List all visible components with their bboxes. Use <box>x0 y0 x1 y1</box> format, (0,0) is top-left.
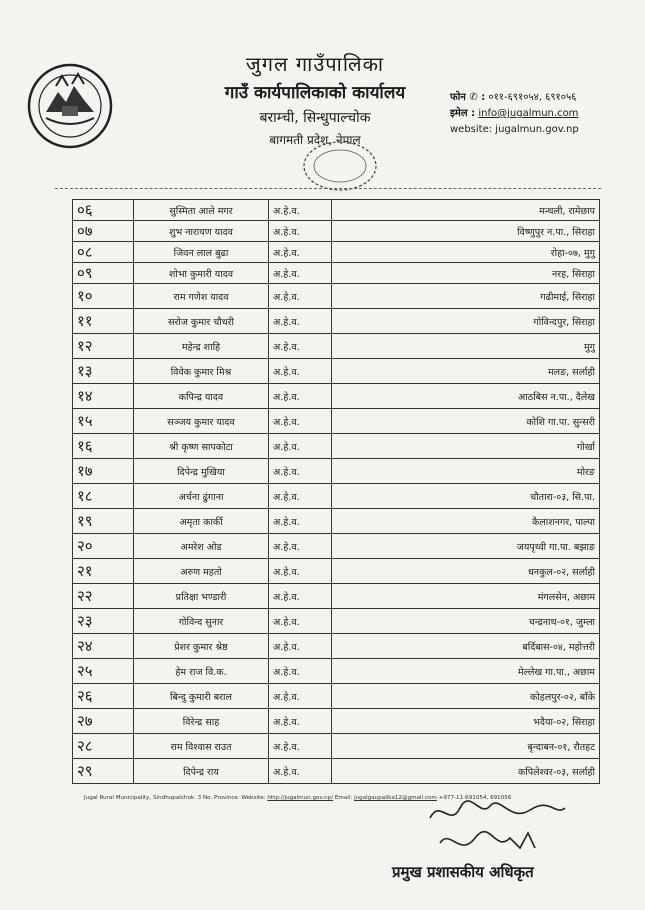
table-row <box>73 609 600 634</box>
table-row <box>73 434 600 459</box>
employee-name: गोविन्द सुनार <box>134 609 269 634</box>
row-number: २८ <box>73 734 134 759</box>
row-number: १३ <box>73 359 134 384</box>
employee-name: जिवन लाल बुढा <box>134 242 269 263</box>
employee-name: अर्चना ढुंगाना <box>134 484 269 509</box>
employee-name: हेम राज वि.क. <box>134 659 269 684</box>
email-label: इमेल : <box>450 108 476 119</box>
employee-position: अ.हे.व. <box>269 334 332 359</box>
row-number: १४ <box>73 384 134 409</box>
employee-address: कोशि गा.पा. सुन्सरी <box>332 409 600 434</box>
employee-position: अ.हे.व. <box>269 659 332 684</box>
phone-label: फोन ✆ : <box>450 92 486 103</box>
footer-text: Jugal Rural Municipality, Sindhupalchok. 3 No. Province. Website: <box>84 795 266 801</box>
employee-name: सञ्जय कुमार यादव <box>134 409 269 434</box>
footer-email-label: Email: <box>334 795 353 801</box>
table-row <box>73 584 600 609</box>
employee-address: गोविन्दपुर, सिराहा <box>332 309 600 334</box>
employee-address: विष्णुपुर न.पा., सिराहा <box>332 221 600 242</box>
employee-name: विरेन्द्र साह <box>134 709 269 734</box>
employee-name: अमृता कार्की <box>134 509 269 534</box>
employee-address: भदैया-०२, सिराहा <box>332 709 600 734</box>
employee-address: गोर्खा <box>332 434 600 459</box>
employee-address: धनकुल-०२, सर्लाही <box>332 559 600 584</box>
table-row <box>73 759 600 784</box>
row-number: २० <box>73 534 134 559</box>
row-number: ०६ <box>73 200 134 221</box>
row-number: ०७ <box>73 221 134 242</box>
employee-address: बृन्दाबन-०१, रौतहट <box>332 734 600 759</box>
employee-position: अ.हे.व. <box>269 384 332 409</box>
row-number: १७ <box>73 459 134 484</box>
phone-line <box>450 90 640 106</box>
office-location: बराम्ची, सिन्धुपाल्चोक <box>259 110 371 126</box>
employee-address: गढीमाई, सिराहा <box>332 284 600 309</box>
employee-address: कपिलेश्वर-०३, सर्लाही <box>332 759 600 784</box>
employee-position: अ.हे.व. <box>269 709 332 734</box>
employee-address: चौतारा-०३, सि.पा. <box>332 484 600 509</box>
employee-address: मंगलसेन, अछाम <box>332 584 600 609</box>
row-number: ०९ <box>73 263 134 284</box>
row-number: २६ <box>73 684 134 709</box>
contact-info <box>450 90 640 138</box>
employee-address: मलङ, सर्लाही <box>332 359 600 384</box>
row-number: २१ <box>73 559 134 584</box>
office-name: गाउँ कार्यपालिकाको कार्यालय <box>224 83 406 103</box>
employee-position: अ.हे.व. <box>269 684 332 709</box>
phone-number: ०११-६९१०५४, ६९१०५६ <box>488 92 577 103</box>
letterhead <box>150 50 480 148</box>
row-number: २३ <box>73 609 134 634</box>
employee-name: शोभा कुमारी यादव <box>134 263 269 284</box>
employee-table <box>72 199 600 784</box>
signatory-title-text: प्रमुख प्रशासकीय अधिकृत <box>392 863 534 881</box>
table-row <box>73 734 600 759</box>
table-row <box>73 459 600 484</box>
office-stamp-icon <box>300 138 380 194</box>
table-row <box>73 409 600 434</box>
row-number: १८ <box>73 484 134 509</box>
table-row <box>73 509 600 534</box>
employee-position: अ.हे.व. <box>269 459 332 484</box>
employee-position: अ.हे.व. <box>269 409 332 434</box>
table-row <box>73 659 600 684</box>
employee-position: अ.हे.व. <box>269 309 332 334</box>
employee-name: विवेक कुमार मिश्र <box>134 359 269 384</box>
signatory-title <box>392 862 534 882</box>
table-row <box>73 221 600 242</box>
table-row <box>73 284 600 309</box>
employee-name: दिपेन्द्र मुखिया <box>134 459 269 484</box>
row-number: १० <box>73 284 134 309</box>
employee-name: दिपेन्द्र राय <box>134 759 269 784</box>
employee-name: सरोज कुमार चौधरी <box>134 309 269 334</box>
employee-position: अ.हे.व. <box>269 559 332 584</box>
employee-address: कैलाशनगर, पाल्पा <box>332 509 600 534</box>
table-row <box>73 200 600 221</box>
employee-name: प्रेशर कुमार श्रेष्ठ <box>134 634 269 659</box>
row-number: २७ <box>73 709 134 734</box>
employee-name: अरुण महतो <box>134 559 269 584</box>
employee-position: अ.हे.व. <box>269 534 332 559</box>
employee-name: शुभ नारायण यादव <box>134 221 269 242</box>
handwritten-signature-icon <box>420 798 570 868</box>
row-number: २४ <box>73 634 134 659</box>
employee-name: सुस्मिता आले मगर <box>134 200 269 221</box>
employee-address: बर्दिबास-०४, महोत्तरी <box>332 634 600 659</box>
table-row <box>73 309 600 334</box>
table-row <box>73 684 600 709</box>
table-row <box>73 242 600 263</box>
row-number: १२ <box>73 334 134 359</box>
email-line <box>450 106 640 122</box>
employee-position: अ.हे.व. <box>269 434 332 459</box>
employee-name: बिन्दु कुमारी बराल <box>134 684 269 709</box>
employee-position: अ.हे.व. <box>269 359 332 384</box>
row-number: १६ <box>73 434 134 459</box>
employee-name: कपिन्द्र यादव <box>134 384 269 409</box>
employee-position: अ.हे.व. <box>269 759 332 784</box>
employee-name: अमरेश ओड <box>134 534 269 559</box>
employee-address: कोहलपुर-०२, बाँके <box>332 684 600 709</box>
employee-address: मेल्लेख गा.पा., अछाम <box>332 659 600 684</box>
employee-name: श्री कृष्ण सापकोटा <box>134 434 269 459</box>
employee-position: अ.हे.व. <box>269 242 332 263</box>
row-number: २९ <box>73 759 134 784</box>
municipality-emblem-icon <box>26 62 114 150</box>
email-link[interactable]: info@jugalmun.com <box>478 108 579 119</box>
employee-address: मन्थली, रामेछाप <box>332 200 600 221</box>
employee-position: अ.हे.व. <box>269 634 332 659</box>
table-row <box>73 334 600 359</box>
office-province: बागमती प्रदेश, नेपाल <box>269 133 361 147</box>
table-row <box>73 534 600 559</box>
footer-phone: +977-11-691054, 691056 <box>438 795 512 801</box>
employee-position: अ.हे.व. <box>269 734 332 759</box>
table-row <box>73 559 600 584</box>
employee-position: अ.हे.व. <box>269 221 332 242</box>
table-row <box>73 709 600 734</box>
employee-name: महेन्द्र शाहि <box>134 334 269 359</box>
employee-position: अ.हे.व. <box>269 584 332 609</box>
employee-address: नरह, सिराहा <box>332 263 600 284</box>
employee-position: अ.हे.व. <box>269 484 332 509</box>
table-row <box>73 384 600 409</box>
employee-name: राम गणेश यादव <box>134 284 269 309</box>
employee-address: चन्द्रनाथ-०१, जुम्ला <box>332 609 600 634</box>
employee-position: अ.हे.व. <box>269 200 332 221</box>
employee-address: मुगु <box>332 334 600 359</box>
employee-address: मोरङ <box>332 459 600 484</box>
row-number: २५ <box>73 659 134 684</box>
footer-email-link[interactable]: jugalgaupalika12@gmail.com <box>354 795 437 801</box>
row-number: १९ <box>73 509 134 534</box>
table-row <box>73 359 600 384</box>
table-row <box>73 634 600 659</box>
footer-website-link[interactable]: http://jugalmun.gov.np/ <box>267 795 334 801</box>
employee-address: जयपृथ्वी गा.पा. बझाङ <box>332 534 600 559</box>
employee-name: प्रतिक्षा भण्डारी <box>134 584 269 609</box>
row-number: २२ <box>73 584 134 609</box>
employee-position: अ.हे.व. <box>269 263 332 284</box>
employee-position: अ.हे.व. <box>269 284 332 309</box>
employee-address: आठबिस न.पा., दैलेख <box>332 384 600 409</box>
row-number: १५ <box>73 409 134 434</box>
employee-address: रोहा-०७, मुगु <box>332 242 600 263</box>
employee-position: अ.हे.व. <box>269 509 332 534</box>
municipality-name: जुगल गाउँपालिका <box>245 52 385 76</box>
row-number: ११ <box>73 309 134 334</box>
website-line: website: jugalmun.gov.np <box>450 124 579 135</box>
row-number: ०८ <box>73 242 134 263</box>
table-row <box>73 263 600 284</box>
employee-position: अ.हे.व. <box>269 609 332 634</box>
employee-name: राम विश्वास राउत <box>134 734 269 759</box>
table-row <box>73 484 600 509</box>
header-divider <box>55 188 601 189</box>
